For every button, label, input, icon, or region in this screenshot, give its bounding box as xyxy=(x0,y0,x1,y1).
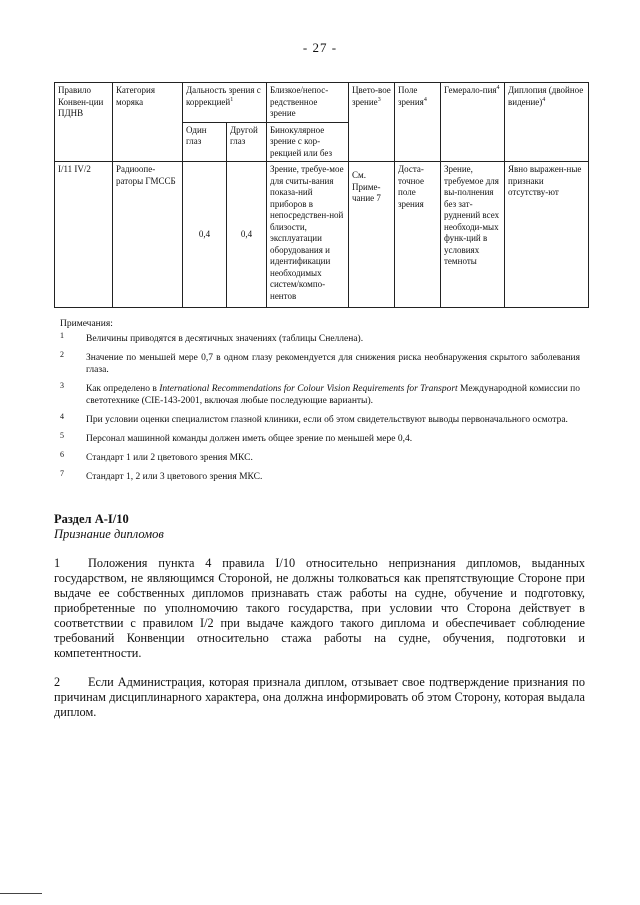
note-item: 2 Значение по меньшей мере 0,7 в одном глазу рекомендуется для снижения риска необнаружения скрытого заболевания глаза. xyxy=(60,350,580,375)
cell-field: Доста-точное поле зрения xyxy=(395,162,441,308)
note-item: 1 Величины приводятся в десятичных значениях (таблицы Снеллена). xyxy=(60,331,364,344)
cell-rule: I/11 IV/2 xyxy=(55,162,113,308)
note-item: 6 Стандарт 1 или 2 цветового зрения МКС. xyxy=(60,450,253,463)
cell-color: См. Приме-чание 7 xyxy=(349,162,395,308)
cell-diplopia: Явно выражен-ные признаки отсутству-ют xyxy=(505,162,589,308)
cell-other-eye: 0,4 xyxy=(227,162,267,308)
page-number: - 27 - xyxy=(302,40,338,55)
header-rule: Правило Конвен-ции ПДНВ xyxy=(55,83,113,162)
table-header-row xyxy=(55,83,589,123)
header-diplopia: Диплопия (двойное видение)$^4$ xyxy=(505,83,589,162)
note-item: 5 Персонал машинной команды должен иметь общее зрение по меньшей мере 0,4. xyxy=(60,431,413,444)
header-binocular: Бинокулярное зрение с кор-рекцией или без xyxy=(267,122,349,162)
notes-title: Примечания: xyxy=(60,319,113,329)
cell-one-eye: 0,4 xyxy=(183,162,227,308)
header-nightblind: Гемерало-пия$^4$ xyxy=(441,83,505,162)
header-color: Цвето-вое зрение$^3$ xyxy=(349,83,395,162)
table-row xyxy=(55,162,589,308)
cell-near: Зрение, требуе-мое для считы-вания показа-ний приборов в непосредствен-ной близости, эксплуатации оборудования и идентификации необходимых систем/компо-нентов xyxy=(267,162,349,308)
section-a-i-10 xyxy=(54,512,585,734)
header-near: Близкое/непос-редственное зрение xyxy=(267,83,349,123)
header-distance: Дальность зрения с коррекцией$^1$ xyxy=(183,83,267,123)
cell-nightblind: Зрение, требуемое для вы-полнения без зат-руднений всех необходи-мых функ-ций в условиях темноты xyxy=(441,162,505,308)
section-subtitle: Признание дипломов xyxy=(54,527,164,541)
footer-rule xyxy=(0,893,42,894)
header-category: Категория моряка xyxy=(113,83,183,162)
paragraph: 1 Положения пункта 4 правила I/10 относительно непризнания дипломов, выданных государством, не являющимся Стороной, не должны толковаться как препятствующие Стороне при выдаче ее собственных дипломов признавать стаж работы на судне, обучение и подготовку, приобретенные по уполномочию такого государства, при условии что Сторона действует в соответствии с правилом I/2 при выдаче каждого такого диплома и обеспечивает соблюдение требований Конвенции относительно стажа работы на судне, обучения, подготовки и компетентности. xyxy=(54,556,585,660)
header-one-eye: Один глаз xyxy=(183,122,227,162)
note-item: 7 Стандарт 1, 2 или 3 цветового зрения МКС. xyxy=(60,469,263,482)
header-field: Поле зрения$^4$ xyxy=(395,83,441,162)
note-item: 4 При условии оценки специалистом глазной клиники, если об этом свидетельствуют выводы первоначального осмотра. xyxy=(60,412,568,425)
paragraph: 2 Если Администрация, которая признала диплом, отзывает свое подтверждение признания по причинам дисциплинарного характера, она должна информировать об этом Сторону, которая выдала диплом. xyxy=(54,675,585,719)
notes xyxy=(60,318,580,490)
note-item: 3 Как определено в International Recommendations for Colour Vision Requirements for Transport Международной комиссии по светотехнике (CIE-143-2001, включая любые последующие варианты). xyxy=(60,381,581,406)
cell-category: Радиоопе-раторы ГМССБ xyxy=(113,162,183,308)
header-other-eye: Другой глаз xyxy=(227,122,267,162)
section-title: Раздел A-I/10 xyxy=(54,512,129,526)
vision-standards-table xyxy=(54,82,589,308)
